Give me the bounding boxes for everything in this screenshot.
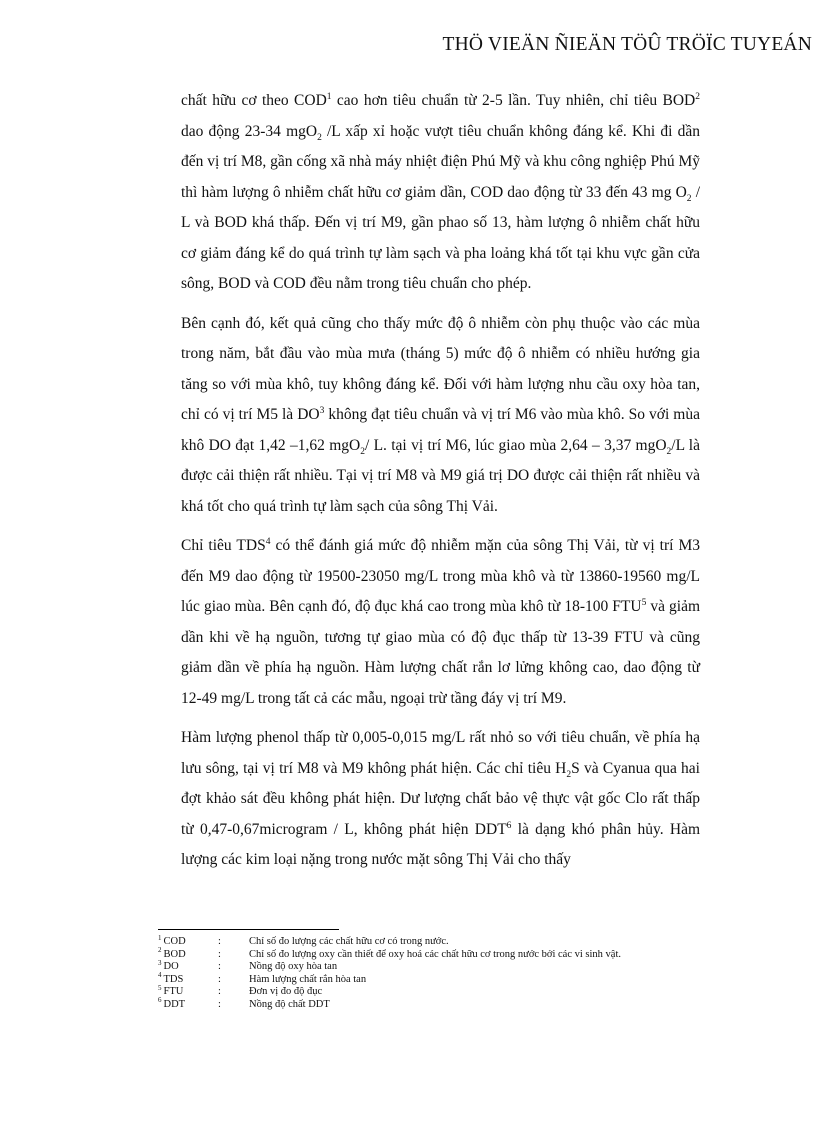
footnote-ref: 5 <box>641 597 647 608</box>
footnote <box>158 996 718 1012</box>
footnote-text: Đơn vị đo độ đục <box>249 986 323 998</box>
footnotes <box>158 933 718 1012</box>
text-run: dao động 23-34 mgO <box>181 122 318 140</box>
footnote-term <box>158 996 218 1012</box>
footnote-abbr: FTU <box>163 986 184 998</box>
text-run: và giảm dần khi về hạ nguồn, tương tự giao mùa có độ đục thấp từ 13-39 FTU và cũng giảm dần về phía hạ nguồn. Hàm lượng chất rắn lơ lửng không cao, dao động từ 12-49 mg/L trong tất cả các mẫu, ngoại trừ tầng đáy vị trí M9. <box>181 598 701 707</box>
subscript: 2 <box>666 446 672 457</box>
text-run: / L. tại vị trí M6, lúc giao mùa 2,64 – 3,37 mgO <box>364 436 667 454</box>
footnote-term <box>158 958 218 974</box>
text-run: / L và BOD khá thấp. Đến vị trí M9, gần phao số 13, hàm lượng ô nhiễm chất hữu cơ giảm đáng kể do quá trình tự làm sạch và pha loảng khá tốt tại khu vực gần cửa sông, BOD và COD đều nằm trong tiêu chuẩn cho phép. <box>181 183 700 292</box>
footnote-text: Chỉ số đo lượng oxy cần thiết để oxy hoá các chất hữu cơ trong nước bởi các vi sinh vật. <box>249 948 621 960</box>
text-run: cao hơn tiêu chuẩn từ 2-5 lần. Tuy nhiên, chỉ tiêu BOD <box>331 92 696 109</box>
footnote-separator: : <box>218 948 221 960</box>
footnote-abbr: BOD <box>163 948 186 960</box>
text-run: /L là được cải thiện rất nhiều. Tại vị trí M8 và M9 giá trị DO được cải thiện rất nhiều và khá tốt cho quá trình tự làm sạch của sông Thị Vải. <box>181 436 700 515</box>
footnote-term <box>158 933 218 949</box>
footnote-number: 6 <box>158 996 162 1005</box>
footnote-number: 4 <box>158 971 162 980</box>
footnote-text: Nồng độ chất DDT <box>249 998 330 1010</box>
text-run: là dạng khó phân hủy. Hàm lượng các kim loại nặng trong nước mặt sông Thị Vải cho thấy <box>181 820 701 868</box>
footnote <box>158 971 718 987</box>
text-run: Bên cạnh đó, kết quả cũng cho thấy mức độ ô nhiễm còn phụ thuộc vào các mùa trong năm, bắt đầu vào mùa mưa (tháng 5) mức độ ô nhiễm có nhiều hướng gia tăng so với mùa khô, tuy không đáng kể. Đối với hàm lượng nhu cầu oxy hòa tan, chỉ có vị trí M5 là DO <box>181 314 700 423</box>
paragraph <box>181 309 700 523</box>
paragraph <box>181 531 700 714</box>
paragraph <box>181 723 700 876</box>
footnote <box>158 933 718 949</box>
footnote-ref: 6 <box>506 820 512 831</box>
footnote-ref: 3 <box>319 405 325 416</box>
footnote-text: Chỉ số đo lượng các chất hữu cơ có trong nước. <box>249 936 449 947</box>
footnote-abbr: COD <box>163 936 186 947</box>
body-text <box>181 86 700 885</box>
footnote-term <box>158 946 218 962</box>
footnote-abbr: DO <box>163 961 179 973</box>
footnote-number: 1 <box>158 933 162 942</box>
footnote <box>158 946 718 962</box>
subscript: 2 <box>566 769 572 780</box>
footnote <box>158 958 718 974</box>
footnote-ref: 1 <box>326 91 332 102</box>
footnote-ref: 2 <box>695 91 700 102</box>
footnote-separator: : <box>218 986 221 998</box>
footnote-ref: 4 <box>265 536 271 547</box>
text-run: Hàm lượng phenol thấp từ 0,005-0,015 mg/L rất nhỏ so với tiêu chuẩn, về phía hạ lưu sông, tại vị trí M8 và M9 không phát hiện. Các chỉ tiêu H <box>181 729 700 777</box>
footnote-abbr: DDT <box>163 998 186 1010</box>
footnote-separator: : <box>218 936 221 947</box>
page-header: THÖ VIEÄN ÑIEÄN TÖÛ TRÖÏC TUYEÁN <box>442 34 812 55</box>
text-run: có thể đánh giá mức độ nhiễm mặn của sông Thị Vải, từ vị trí M3 đến M9 dao động từ 19500-23050 mg/L trong mùa khô và từ 13860-19560 mg/L lúc giao mùa. Bên cạnh đó, độ đục khá cao trong mùa khô từ 18-100 FTU <box>181 537 701 615</box>
text-run: chất hữu cơ theo COD <box>181 92 327 109</box>
footnote-term <box>158 971 218 987</box>
footnote-text: Hàm lượng chất rắn hòa tan <box>249 973 367 985</box>
footnote-text: Nồng độ oxy hòa tan <box>249 961 338 973</box>
footnote-number: 3 <box>158 958 162 967</box>
footnote-separator: : <box>218 961 221 973</box>
subscript: 2 <box>686 193 692 204</box>
footnote-separator: : <box>218 973 221 985</box>
footnote-separator: : <box>218 998 221 1010</box>
text-run: không đạt tiêu chuẩn và vị trí M6 vào mùa khô. So với mùa khô DO đạt 1,42 –1,62 mgO <box>181 406 700 454</box>
paragraph <box>181 86 700 300</box>
text-run: Chỉ tiêu TDS <box>181 537 266 554</box>
footnote-term <box>158 983 218 999</box>
footnote-divider <box>158 929 339 930</box>
footnote-abbr: TDS <box>163 973 184 985</box>
subscript: 2 <box>360 446 365 457</box>
subscript: 2 <box>317 132 322 143</box>
footnote-number: 2 <box>158 946 162 955</box>
text-run: S và Cyanua qua hai đợt khảo sát đều không phát hiện. Dư lượng chất bảo vệ thực vật gốc Clo rất thấp từ 0,47-0,67microgram / L, không phát hiện DDT <box>181 759 700 838</box>
text-run: /L xấp xỉ hoặc vượt tiêu chuẩn không đáng kể. Khi đi dần đến vị trí M8, gần cống xã nhà máy nhiệt điện Phú Mỹ và khu công nghiệp Phú Mỹ thì hàm lượng ô nhiễm chất hữu cơ giảm dần, COD dao động từ 33 đến 43 mg O <box>181 122 700 201</box>
footnote-number: 5 <box>158 983 162 992</box>
footnote <box>158 983 718 999</box>
